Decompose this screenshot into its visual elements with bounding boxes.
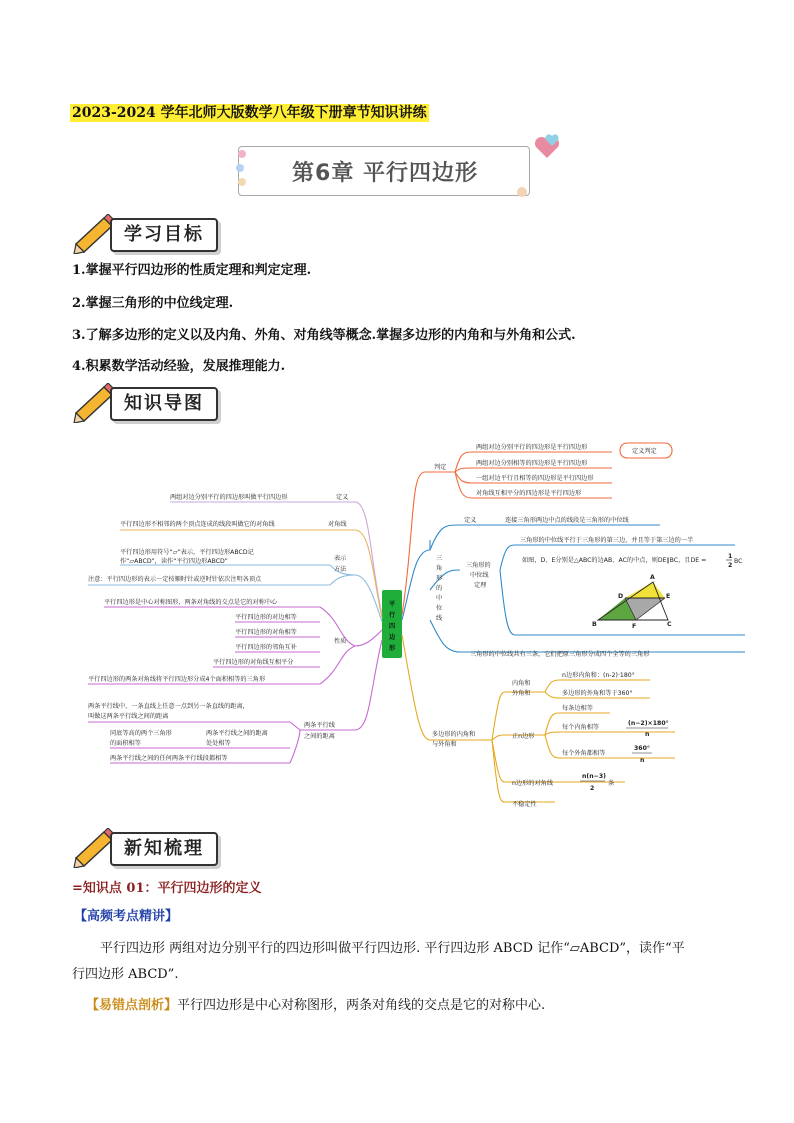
triangle-point-label: D <box>618 593 624 600</box>
mindmap-midline-note: 三角形的中位线共有三条，它们把原三角形分成四个全等的三角形 <box>470 651 650 658</box>
mindmap-criteria-item: 两组对边分别相等的四边形是平行四边形 <box>476 460 588 467</box>
mindmap-formula-den: 2 <box>590 785 595 792</box>
mindmap-formula-num: n(n−3) <box>582 773 606 780</box>
triangle-point-label: B <box>592 621 597 628</box>
section-review-header <box>72 832 212 866</box>
mindmap-midline-def-label: 定义 <box>464 517 477 524</box>
mindmap-criteria-item: 一组对边平行且相等的四边形是平行四边形 <box>476 475 594 482</box>
mindmap-property-item: 平行四边形是中心对称图形，两条对角线的交点是它的对称中心 <box>104 599 278 606</box>
mindmap-distance-label: 之间的距离 <box>304 733 335 740</box>
section-map-label: 知识导图 <box>110 387 218 421</box>
mindmap-notation-label: 方法 <box>334 566 347 573</box>
common-error-label: 【易错点剖析】 <box>86 998 178 1013</box>
mindmap-property-item: 平行四边形的对边相等 <box>235 614 297 621</box>
mindmap-midline-thm-label: 中位线 <box>470 572 489 579</box>
mindmap-exterior-sum: 多边形的外角和等于360° <box>562 690 633 697</box>
mindmap-midline-def: 连接三角形两边中点的线段是三角形的中位线 <box>505 517 629 524</box>
mindmap-diag-label: 对角线 <box>328 521 347 528</box>
mindmap-interior-sum: n边形内角和：(n-2)·180° <box>562 672 635 679</box>
paragraph-line: 平行四边形 两组对边分别平行的四边形叫做平行四边形. 平行四边形 ABCD 记作“▱ABCD”，读作“平 <box>100 941 685 956</box>
mindmap-center-char: 平 <box>389 601 396 608</box>
mindmap-distance-label: 两条平行线 <box>304 722 335 729</box>
mindmap-polygon-label: 多边形的内角和 <box>432 731 476 738</box>
mindmap-regular-label: 正n边形 <box>512 733 535 740</box>
mindmap-regular-item: 每个外角都相等 <box>562 750 606 757</box>
triangle-point-label: A <box>650 574 655 581</box>
chapter-title: 第6章 平行四边形 <box>292 161 478 186</box>
goal-item: 2.掌握三角形的中位线定理. <box>72 296 234 311</box>
mindmap-center-char: 四 <box>389 623 396 630</box>
mindmap-distance-item: 叫做这两条平行线之间的距离 <box>88 713 169 720</box>
mindmap-midline-example: 如图，D、E分别是△ABC的边AB、AC的中点，则DE∥BC，且DE = <box>522 557 707 564</box>
mindmap-midline-char: 位 <box>436 605 443 612</box>
triangle-point-label: F <box>632 623 637 630</box>
triangle-point-label: C <box>667 621 672 628</box>
mindmap-notation-note: 注意：平行四边形的表示一定按顺时针或逆时针依次注明各顶点 <box>88 576 262 583</box>
section-review-label: 新知梳理 <box>110 832 218 866</box>
mindmap-distance-item: 两条平行线之间的任何两条平行线段都相等 <box>110 755 228 762</box>
mindmap-formula-den: n <box>640 757 645 764</box>
mindmap-distance-item: 两条平行线之间的距离 <box>206 730 268 737</box>
mindmap-center-char: 形 <box>389 645 396 652</box>
mindmap-midline-char: 形 <box>436 575 443 582</box>
mindmap-formula-num: 360° <box>634 745 651 752</box>
mindmap-notation-label: 表示 <box>334 555 347 562</box>
mindmap-distance-item: 同底等高的两个三角形 <box>110 730 172 737</box>
mindmap-criteria-item: 对角线互相平分的四边形是平行四边形 <box>476 490 582 497</box>
heart-icon <box>532 132 562 162</box>
paragraph-line: 行四边形 ABCD”. <box>72 967 179 982</box>
mindmap-center-label <box>388 600 396 652</box>
common-error-text: 平行四边形是中心对称图形，两条对角线的交点是它的对称中心. <box>177 998 546 1013</box>
mindmap-criteria-tag: 定义判定 <box>632 448 657 455</box>
goal-item: 1.掌握平行四边形的性质定理和判定定理. <box>72 263 312 278</box>
mindmap-distance-item: 处处相等 <box>206 740 231 747</box>
mindmap-midline-thm-label: 三角形的 <box>466 562 491 569</box>
mindmap-formula-num: (n−2)×180° <box>628 720 669 727</box>
mindmap-midline-char: 的 <box>436 585 443 592</box>
knowledge-paragraph-continued <box>72 962 732 988</box>
mindmap-midline-char: 三 <box>436 555 443 562</box>
mindmap-midline-label <box>436 555 443 622</box>
mindmap-distance-item: 的面积相等 <box>110 740 141 747</box>
goal-item: 4.积累数学活动经验，发展推理能力. <box>72 359 286 374</box>
knowledge-point-title: =知识点 01：平行四边形的定义 <box>72 881 262 896</box>
mindmap-distance-item: 两条平行线中，一条直线上任意一点到另一条直线的距离， <box>88 703 249 710</box>
mindmap-diagonal-count-label: n边形的对角线 <box>512 780 554 787</box>
knowledge-subheading: 【高频考点精讲】 <box>74 909 179 924</box>
mindmap-midline-thm: 三角形的中位线平行于三角形的第三边，并且等于第三边的一半 <box>520 537 694 544</box>
mindmap-property-item: 平行四边形的对角相等 <box>235 629 297 636</box>
mindmap-def-item: 两组对边分别平行的四边形叫做平行四边形 <box>170 494 288 501</box>
mindmap-notation-line: 作“▱ABCD”，读作“平行四边形ABCD” <box>120 558 228 565</box>
mindmap-criteria-label: 判定 <box>434 464 447 471</box>
section-goals-header <box>72 218 212 252</box>
mindmap-def-label: 定义 <box>336 494 349 501</box>
section-map-header <box>72 387 212 421</box>
mindmap-diagonal-unit: 条 <box>608 780 615 787</box>
mindmap-angles-label: 内角和 <box>512 680 531 687</box>
section-goals-label: 学习目标 <box>110 218 218 252</box>
mindmap-midline-frac-num: 1 <box>728 553 733 560</box>
midline-triangle-figure <box>592 574 672 630</box>
document-series-title: 2023-2024 学年北师大版数学八年级下册章节知识讲练 <box>72 105 427 121</box>
mindmap-property-item: 平行四边形的邻角互补 <box>235 644 297 651</box>
mind-map <box>0 430 794 815</box>
common-error-paragraph <box>86 993 746 1019</box>
mindmap-notation-line: 平行四边形用符号“▱”表示，平行四边形ABCD记 <box>120 549 254 556</box>
mindmap-property-item: 平行四边形的对角线互相平分 <box>213 659 294 666</box>
mindmap-midline-char: 中 <box>436 595 443 602</box>
mindmap-center-char: 边 <box>389 634 396 641</box>
mindmap-regular-item: 每条边相等 <box>562 705 593 712</box>
triangle-point-label: E <box>666 593 671 600</box>
mindmap-diag-item: 平行四边形不相邻的两个顶点连成的线段叫做它的对角线 <box>120 521 275 528</box>
mindmap-midline-frac-tail: BC <box>734 558 743 565</box>
mindmap-center-char: 行 <box>389 612 396 619</box>
decor-dot-icon <box>517 187 527 197</box>
mindmap-midline-frac-den: 2 <box>728 562 733 569</box>
mindmap-property-label: 性质 <box>334 638 347 645</box>
mindmap-midline-thm-label: 定理 <box>474 582 487 589</box>
mindmap-midline-char: 线 <box>436 615 443 622</box>
mindmap-midline-char: 角 <box>436 565 443 572</box>
mindmap-instability: 不稳定性 <box>512 801 537 808</box>
mindmap-polygon-label: 与外角和 <box>432 741 457 748</box>
mindmap-regular-item: 每个内角相等 <box>562 724 600 731</box>
mindmap-formula-den: n <box>645 731 650 738</box>
knowledge-paragraph <box>72 936 732 962</box>
mindmap-property-item: 平行四边形的两条对角线将平行四边形分成4个面积相等的三角形 <box>88 676 266 683</box>
mindmap-criteria-item: 两组对边分别平行的四边形是平行四边形 <box>476 444 588 451</box>
mindmap-angles-label: 外角和 <box>512 690 531 697</box>
goal-item: 3.了解多边形的定义以及内角、外角、对角线等概念.掌握多边形的内角和与外角和公式. <box>72 328 576 343</box>
